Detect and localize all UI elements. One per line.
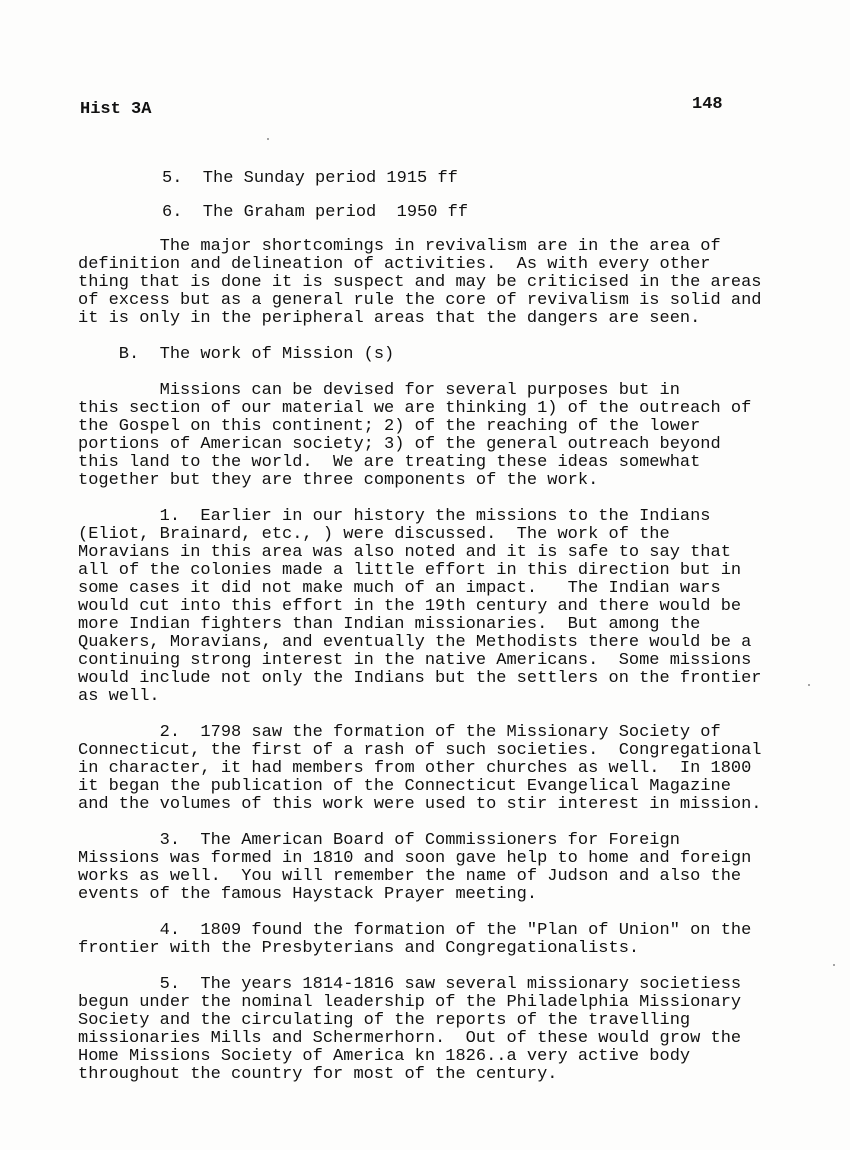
text-line: all of the colonies made a little effort in this direction but in [78, 561, 742, 580]
text-line: this section of our material we are thinking 1) of the outreach of [78, 399, 752, 418]
paragraph-revivalism [78, 238, 818, 328]
text-line: of excess but as a general rule the core of revivalism is solid and [78, 291, 762, 310]
text-line: more Indian fighters than Indian missionaries. But among the [78, 615, 701, 634]
text-line: in character, it had members from other churches as well. In 1800 [78, 759, 752, 778]
point-2 [78, 724, 818, 814]
text-line: the Gospel on this continent; 2) of the reaching of the lower [78, 417, 701, 436]
list-item: 6. The Graham period 1950 ff [162, 203, 469, 222]
text-line: 2. 1798 saw the formation of the Missionary Society of [78, 723, 721, 742]
text-line: Missions was formed in 1810 and soon gave help to home and foreign [78, 849, 752, 868]
text-line: and the volumes of this work were used to stir interest in mission. [78, 795, 762, 814]
text-line: 3. The American Board of Commissioners for Foreign [78, 831, 680, 850]
text-line: would cut into this effort in the 19th century and there would be [78, 597, 742, 616]
text-line: throughout the country for most of the century. [78, 1065, 558, 1084]
text-line: Quakers, Moravians, and eventually the Methodists there would be a [78, 633, 752, 652]
text-line: Moravians in this area was also noted and it is safe to say that [78, 543, 731, 562]
document-body [78, 170, 818, 1084]
list-item: 5. The Sunday period 1915 ff [162, 169, 458, 188]
point-4 [78, 922, 818, 958]
text-line: some cases it did not make much of an impact. The Indian wars [78, 579, 721, 598]
text-line: continuing strong interest in the native Americans. Some missions [78, 651, 752, 670]
section-heading: B. The work of Mission (s) [78, 345, 395, 364]
text-line: The major shortcomings in revivalism are in the area of [78, 237, 721, 256]
text-line: portions of American society; 3) of the general outreach beyond [78, 435, 721, 454]
text-line: would include not only the Indians but the settlers on the frontier [78, 669, 762, 688]
scan-speck [267, 138, 269, 140]
text-line: 5. The years 1814-1816 saw several missionary societiess [78, 975, 742, 994]
text-line: Connecticut, the first of a rash of such societies. Congregational [78, 741, 762, 760]
text-line: (Eliot, Brainard, etc., ) were discussed. The work of the [78, 525, 670, 544]
paragraph-missions [78, 382, 818, 490]
point-1 [78, 508, 818, 706]
point-5 [78, 976, 818, 1084]
scan-speck [808, 684, 810, 686]
text-line: begun under the nominal leadership of the Philadelphia Missionary [78, 993, 742, 1012]
text-line: 4. 1809 found the formation of the "Plan of Union" on the [78, 921, 752, 940]
page-number: 148 [692, 95, 723, 114]
course-header: Hist 3A [80, 100, 152, 119]
text-line: frontier with the Presbyterians and Congregationalists. [78, 939, 640, 958]
text-line: missionaries Mills and Schermerhorn. Out of these would grow the [78, 1029, 742, 1048]
point-3 [78, 832, 818, 904]
text-line: works as well. You will remember the name of Judson and also the [78, 867, 742, 886]
text-line: Missions can be devised for several purposes but in [78, 381, 680, 400]
text-line: this land to the world. We are treating these ideas somewhat [78, 453, 701, 472]
text-line: Society and the circulating of the reports of the travelling [78, 1011, 691, 1030]
scan-speck [833, 964, 835, 966]
text-line: together but they are three components of the work. [78, 471, 599, 490]
text-line: Home Missions Society of America kn 1826..a very active body [78, 1047, 691, 1066]
text-line: it began the publication of the Connecticut Evangelical Magazine [78, 777, 731, 796]
text-line: events of the famous Haystack Prayer meeting. [78, 885, 538, 904]
text-line: 1. Earlier in our history the missions to the Indians [78, 507, 711, 526]
text-line: it is only in the peripheral areas that the dangers are seen. [78, 309, 701, 328]
text-line: definition and delineation of activities. As with every other [78, 255, 711, 274]
text-line: thing that is done it is suspect and may be criticised in the areas [78, 273, 762, 292]
text-line: as well. [78, 687, 160, 706]
